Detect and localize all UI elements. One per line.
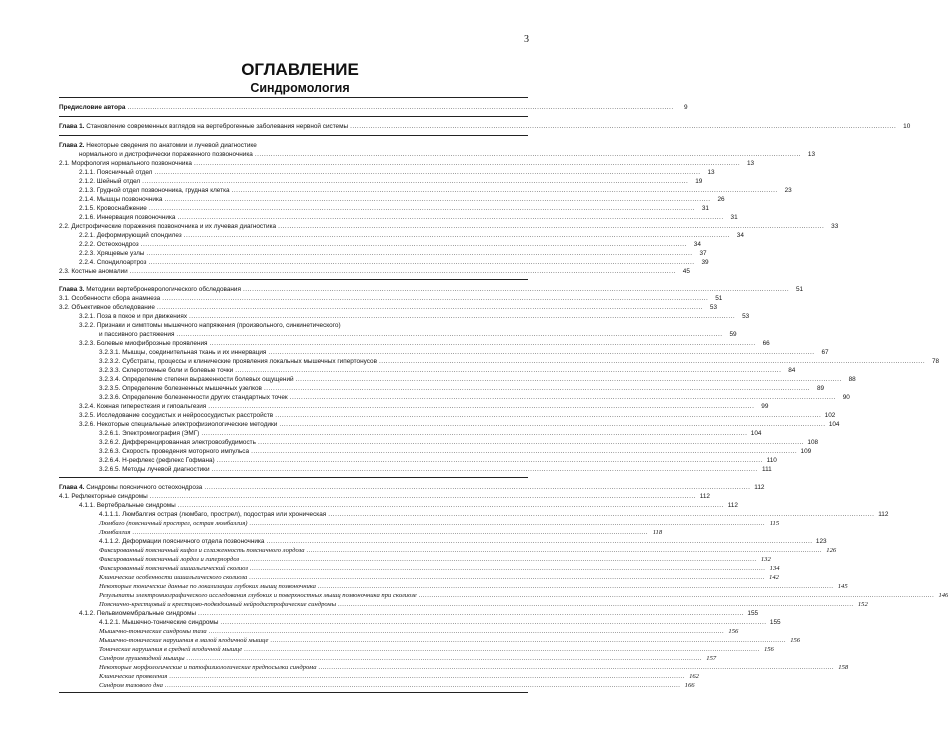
toc-entry[interactable] <box>59 403 769 410</box>
leader-dots <box>319 664 835 671</box>
toc-entry-title: Глава 3. Методики вертебронeврологического обследования <box>59 286 241 293</box>
leader-dots <box>176 331 722 338</box>
leader-dots <box>177 214 723 221</box>
leader-dots <box>165 682 681 689</box>
toc-entry-title: 2.2.1. Деформирующий спондилез <box>79 232 182 239</box>
leader-dots <box>290 394 836 401</box>
toc-entry-title: Синдром тазового дна <box>99 682 163 689</box>
leader-dots <box>307 547 823 554</box>
toc-entry-title: и пассивного растяжения <box>99 331 175 338</box>
toc-entry-title: 3.2.1. Поза в покое и при движениях <box>79 313 188 320</box>
toc-entry[interactable] <box>59 592 948 599</box>
toc-entry-title: 3.2.6.4. Н-рефлекс (рефлекс Гофмана) <box>99 457 215 464</box>
toc-entry[interactable] <box>59 655 717 662</box>
toc-entry-page: 158 <box>838 664 849 671</box>
toc-entry-page: 156 <box>728 628 739 635</box>
leader-dots <box>279 421 825 428</box>
toc-entry-page: 152 <box>857 601 868 608</box>
toc-entry[interactable] <box>59 664 849 671</box>
toc-entry-title: Некоторые морфологические и патофизиологические предпосылки синдрома <box>99 664 317 671</box>
leader-dots <box>194 160 740 167</box>
toc-entry-title: 4.1.1.1. Люмбалгия острая (люмбаго, прострел), подострая или хроническая <box>99 511 327 518</box>
leader-dots <box>296 376 842 383</box>
toc-entry-page: 45 <box>682 268 690 275</box>
toc-entry[interactable] <box>59 646 774 653</box>
divider <box>59 477 528 478</box>
leader-dots <box>169 673 685 680</box>
toc-entry-page: 9 <box>684 104 688 111</box>
toc-entry[interactable] <box>59 367 796 374</box>
toc-entry-page: 10 <box>903 123 911 130</box>
toc-entry-title: 4.1. Рефлекторные синдромы <box>59 493 148 500</box>
toc-entry-title: 3.2.2. Признаки и симптомы мышечного напряжения (произвольного, синкинетического) <box>79 322 341 329</box>
toc-entry-title: 2.1.5. Кровоснабжение <box>79 205 147 212</box>
toc-entry-page: 142 <box>769 574 779 581</box>
leader-dots <box>266 538 812 545</box>
toc-entry-title: 2.2.2. Остеохондроз <box>79 241 139 248</box>
leader-dots <box>258 439 804 446</box>
toc-entry-title: 3.2.4. Кожная гиперестезия и гипоальгезия <box>79 403 207 410</box>
toc-entry-title: 2.2.4. Спондилоартроз <box>79 259 147 266</box>
leader-dots <box>148 259 694 266</box>
toc-entry-page: 88 <box>848 376 856 383</box>
toc-entry-page: 155 <box>769 619 781 626</box>
toc-entry[interactable] <box>59 511 889 518</box>
toc-entry[interactable] <box>59 358 940 365</box>
toc-entry[interactable] <box>59 241 701 248</box>
leader-dots <box>232 187 778 194</box>
toc-entry-title: Клинические особенности ишиальгического сколиоза <box>99 574 248 581</box>
toc-entry-title: 3.2.3.5. Определение болезненных мышечных узелков <box>99 385 262 392</box>
toc-entry[interactable] <box>59 583 848 590</box>
toc-entry-title: Фиксированный поясничный ишиальгический сколиоз <box>99 565 248 572</box>
toc-entry-page: 23 <box>784 187 792 194</box>
toc-entry[interactable] <box>59 457 777 464</box>
toc-entry-title: 4.1.1. Вертебральные синдромы <box>79 502 176 509</box>
toc-entry-page: 59 <box>729 331 737 338</box>
toc-entry[interactable] <box>59 250 707 257</box>
toc-entry[interactable] <box>59 123 911 130</box>
section-subtitle: Синдромология <box>250 81 350 95</box>
toc-entry-page: 90 <box>842 394 850 401</box>
toc-entry[interactable] <box>59 187 792 194</box>
toc-entry-page: 31 <box>730 214 738 221</box>
toc-entry-title: Фиксированный поясничный лордоз и гиперлордоз <box>99 556 240 563</box>
leader-dots <box>255 151 801 158</box>
toc-entry[interactable] <box>59 295 723 302</box>
chapter-label: Глава 2. <box>59 142 85 149</box>
leader-dots <box>278 223 824 230</box>
leader-dots <box>251 448 797 455</box>
chapter-label: Глава 1. <box>59 123 85 130</box>
toc-entry-title: нормального и дистрофически пораженного позвоночника <box>79 151 253 158</box>
leader-dots <box>133 529 649 536</box>
leader-dots <box>244 646 760 653</box>
toc-entry[interactable] <box>59 178 703 185</box>
toc-entry[interactable] <box>59 466 772 473</box>
toc-entry[interactable] <box>59 205 709 212</box>
toc-entry-title: 3.1. Особенности сбора анамнеза <box>59 295 161 302</box>
toc-entry[interactable] <box>59 322 528 329</box>
leader-dots <box>208 403 754 410</box>
toc-entry-title: Люмбаго (поясничный прострел, острая люмбалгия) <box>99 520 248 527</box>
toc-entry-page: 111 <box>761 466 772 473</box>
toc-entry[interactable] <box>59 196 725 203</box>
divider <box>59 279 528 280</box>
toc-entry-page: 104 <box>828 421 840 428</box>
leader-dots <box>328 511 874 518</box>
toc-entry-title: 2.2. Дистрофические поражения позвоночника и их лучевая диагностика <box>59 223 277 230</box>
toc-entry-title: 3.2.5. Исследование сосудистых и нейрососудистых расстройств <box>79 412 274 419</box>
toc-entry-page: 108 <box>807 439 819 446</box>
toc-entry[interactable] <box>59 493 710 500</box>
toc-entry-page: 134 <box>769 565 780 572</box>
toc-entry-title: Некоторые тонические данные по локализации глубоких мышц позвоночника <box>99 583 316 590</box>
leader-dots <box>154 169 700 176</box>
toc-entry-page: 166 <box>684 682 695 689</box>
leader-dots <box>184 232 730 239</box>
toc-entry-title: Глава 4. Синдромы поясничного остеохондроза <box>59 484 203 491</box>
toc-entry-page: 156 <box>790 637 801 644</box>
toc-entry-title: 4.1.2.1. Мышечно-тонические синдромы <box>99 619 219 626</box>
toc-entry-title: Тонические нарушения в средней ягодичной мышце <box>99 646 243 653</box>
toc-entry[interactable] <box>59 142 528 149</box>
toc-entry[interactable] <box>59 268 690 275</box>
leader-dots <box>419 592 935 599</box>
leader-dots <box>198 610 744 617</box>
toc-entry[interactable] <box>59 565 780 572</box>
toc-entry-page: 34 <box>736 232 744 239</box>
toc-entry-page: 34 <box>693 241 701 248</box>
toc-entry[interactable] <box>59 448 812 455</box>
toc-entry-title: Глава 2. Некоторые сведения по анатомии и лучевой диагностике <box>59 142 257 149</box>
toc-entry-page: 19 <box>695 178 703 185</box>
toc-entry-title: 4.1.1.2. Деформации поясничного отдела позвоночника <box>99 538 265 545</box>
toc-entry-page: 13 <box>747 160 755 167</box>
toc-entry-page: 26 <box>717 196 725 203</box>
toc-entry-title: 2.1. Морфология нормального позвоночника <box>59 160 192 167</box>
page-title: ОГЛАВЛЕНИЕ <box>241 60 359 79</box>
toc-entry[interactable] <box>59 169 715 176</box>
toc-entry[interactable] <box>59 628 739 635</box>
toc-entry-page: 115 <box>769 520 780 527</box>
toc-entry-page: 112 <box>754 484 765 491</box>
toc-entry-page: 156 <box>763 646 774 653</box>
toc-entry-title: 2.3. Костные аномалии <box>59 268 128 275</box>
toc-entry-title: Глава 1. Становление современных взглядов на вертеброгенные заболевания нервной системы <box>59 123 349 130</box>
toc-entry-title: 2.1.1. Поясничный отдел <box>79 169 153 176</box>
toc-entry[interactable] <box>59 538 827 545</box>
toc-entry-title: 2.1.3. Грудной отдел позвоночника, грудная клетка <box>79 187 230 194</box>
leader-dots <box>141 241 687 248</box>
leader-dots <box>350 123 896 130</box>
toc-entry[interactable] <box>59 104 688 111</box>
toc-entry[interactable] <box>59 484 765 491</box>
toc-entry[interactable] <box>59 151 816 158</box>
leader-dots <box>209 628 725 635</box>
toc-entry-title: 3.2.6.1. Электромиография (ЭМГ) <box>99 430 200 437</box>
toc-entry-page: 146 <box>938 592 948 599</box>
toc-entry[interactable] <box>59 214 738 221</box>
leader-dots <box>249 574 765 581</box>
leader-dots <box>338 601 854 608</box>
toc-entry[interactable] <box>59 286 804 293</box>
leader-dots <box>243 286 789 293</box>
toc-entry-title: 3.2.6.5. Методы лучевой диагностики <box>99 466 210 473</box>
toc-entry-page: 112 <box>699 493 710 500</box>
toc-entry-page: 78 <box>932 358 940 365</box>
toc-entry[interactable] <box>59 259 709 266</box>
toc-entry-title: Мышечно-тонические нарушения в малой ягодичной мышце <box>99 637 269 644</box>
toc-entry[interactable] <box>59 385 825 392</box>
toc-entry[interactable] <box>59 340 770 347</box>
toc-entry[interactable] <box>59 394 850 401</box>
leader-dots <box>270 637 786 644</box>
toc-entry-title: Люмбалгия <box>99 529 131 536</box>
leader-dots <box>212 466 758 473</box>
toc-entry[interactable] <box>59 412 836 419</box>
toc-entry[interactable] <box>59 682 695 689</box>
toc-entry-title: Фиксированный поясничный кифоз и сглаженность поясничного лордоза <box>99 547 305 554</box>
leader-dots <box>187 655 703 662</box>
leader-dots <box>220 619 766 626</box>
toc-entry[interactable] <box>59 673 699 680</box>
divider <box>59 692 528 693</box>
toc-entry-page: 104 <box>750 430 762 437</box>
toc-entry[interactable] <box>59 232 744 239</box>
leader-dots <box>268 349 814 356</box>
toc-entry-title: 2.1.2. Шейный отдел <box>79 178 141 185</box>
toc-entry-page: 13 <box>707 169 715 176</box>
toc-entry-title: 3.2.3.1. Мышцы, соединительная ткань и их иннервация <box>99 349 267 356</box>
leader-dots <box>210 340 756 347</box>
toc-entry-page: 112 <box>727 502 738 509</box>
leader-dots <box>264 385 810 392</box>
toc-entry-page: 37 <box>699 250 707 257</box>
toc-entry-title: Результаты электромиографического исследования глубоких и поверхностных мышц позвоночника при сколиозе <box>99 592 417 599</box>
toc-entry[interactable] <box>59 520 780 527</box>
toc-entry-page: 102 <box>824 412 836 419</box>
leader-dots <box>250 565 766 572</box>
toc-entry-page: 89 <box>816 385 825 392</box>
toc-entry-title: 3.2.6.2. Дифференцированная электровозбудимость <box>99 439 256 446</box>
toc-entry-title: Мышечно-тонические синдромы таза <box>99 628 207 635</box>
page-number: 3 <box>524 34 529 45</box>
toc-entry-page: 66 <box>762 340 770 347</box>
toc-entry[interactable] <box>59 574 779 581</box>
toc-entry-page: 33 <box>831 223 839 230</box>
toc-entry-title: 3.2. Объективное обследование <box>59 304 155 311</box>
leader-dots <box>201 430 747 437</box>
toc-entry[interactable] <box>59 502 738 509</box>
chapter-label: Глава 4. <box>59 484 85 491</box>
leader-dots <box>379 358 925 365</box>
toc-entry[interactable] <box>59 439 819 446</box>
toc-entry[interactable] <box>59 637 801 644</box>
leader-dots <box>146 250 692 257</box>
toc-entry[interactable] <box>59 610 759 617</box>
toc-entry-page: 53 <box>709 304 718 311</box>
toc-entry-page: 99 <box>761 403 769 410</box>
leader-dots <box>189 313 735 320</box>
toc-entry-page: 155 <box>747 610 759 617</box>
toc-entry-page: 145 <box>837 583 848 590</box>
toc-entry[interactable] <box>59 331 737 338</box>
toc-entry-title: 3.2.3.3. Склеротомные боли и болевые точки <box>99 367 234 374</box>
leader-dots <box>250 520 766 527</box>
leader-dots <box>275 412 821 419</box>
toc-entry-title: Синдром грушевидной мышцы <box>99 655 185 662</box>
toc-entry-page: 13 <box>807 151 816 158</box>
toc-entry-title: 3.2.3. Болевые миофиброзные проявления <box>79 340 208 347</box>
leader-dots <box>142 178 688 185</box>
leader-dots <box>149 205 695 212</box>
toc-entry-page: 110 <box>766 457 777 464</box>
leader-dots <box>130 268 676 275</box>
toc-entry-title: 3.2.6.3. Скорость проведения моторного импульса <box>99 448 250 455</box>
leader-dots <box>318 583 834 590</box>
toc-entry-page: 53 <box>742 313 750 320</box>
toc-entry-title: 3.2.3.2. Субстраты, процессы и клинические проявления локальных мышечных гипертонусов <box>99 358 377 365</box>
toc-entry[interactable] <box>59 430 762 437</box>
toc-entry[interactable] <box>59 421 840 428</box>
leader-dots <box>157 304 703 311</box>
toc-entry-title: Предисловие автора <box>59 104 126 111</box>
toc-entry-title: 3.2.3.6. Определение болезненности других стандартных точек <box>99 394 288 401</box>
chapter-label: Глава 3. <box>59 286 85 293</box>
leader-dots <box>150 493 696 500</box>
toc-entry-page: 112 <box>878 511 889 518</box>
toc-entry-page: 31 <box>701 205 709 212</box>
toc-entry-page: 118 <box>652 529 663 536</box>
toc-entry[interactable] <box>59 376 856 383</box>
toc-entry[interactable] <box>59 529 663 536</box>
toc-entry-page: 109 <box>800 448 812 455</box>
divider <box>59 116 528 117</box>
leader-dots <box>235 367 781 374</box>
divider <box>59 135 528 136</box>
leader-dots <box>204 484 750 491</box>
toc-entry-title: 2.1.4. Мышцы позвоночника <box>79 196 163 203</box>
leader-dots <box>241 556 757 563</box>
toc-entry-title: 3.2.3.4. Определение степени выраженности болевых ощущений <box>99 376 294 383</box>
toc-entry[interactable] <box>59 160 755 167</box>
toc-entry-page: 39 <box>701 259 709 266</box>
toc-entry[interactable] <box>59 304 718 311</box>
toc-entry[interactable] <box>59 223 839 230</box>
toc-entry-page: 157 <box>706 655 717 662</box>
toc-entry[interactable] <box>59 349 829 356</box>
toc-entry-page: 67 <box>821 349 829 356</box>
leader-dots <box>178 502 724 509</box>
divider <box>59 97 528 98</box>
toc-entry-title: Пояснично-крестцовый и крестцово-подвздошный нейродистрофические синдромы <box>99 601 337 608</box>
toc-entry-page: 132 <box>760 556 771 563</box>
leader-dots <box>127 104 673 111</box>
toc-entry-title: 2.1.6. Иннервация позвоночника <box>79 214 176 221</box>
toc-entry-page: 123 <box>815 538 827 545</box>
toc-entry-title: 2.2.3. Хрящевые узлы <box>79 250 145 257</box>
toc-entry-title: Клинические проявления <box>99 673 168 680</box>
toc-entry-page: 51 <box>715 295 723 302</box>
toc-entry-page: 126 <box>826 547 837 554</box>
leader-dots <box>217 457 763 464</box>
toc-entry[interactable] <box>59 556 771 563</box>
toc-entry-title: 3.2.6. Некоторые специальные электрофизиологические методики <box>79 421 278 428</box>
toc-entry[interactable] <box>59 601 868 608</box>
toc-entry[interactable] <box>59 619 781 626</box>
toc-entry-title: 4.1.2. Пельвиомембральные синдромы <box>79 610 196 617</box>
toc-entry-page: 84 <box>788 367 796 374</box>
toc-entry[interactable] <box>59 547 837 554</box>
toc-entry-page: 51 <box>796 286 804 293</box>
leader-dots <box>162 295 708 302</box>
toc-entry[interactable] <box>59 313 750 320</box>
toc-entry-page: 162 <box>689 673 699 680</box>
leader-dots <box>164 196 710 203</box>
